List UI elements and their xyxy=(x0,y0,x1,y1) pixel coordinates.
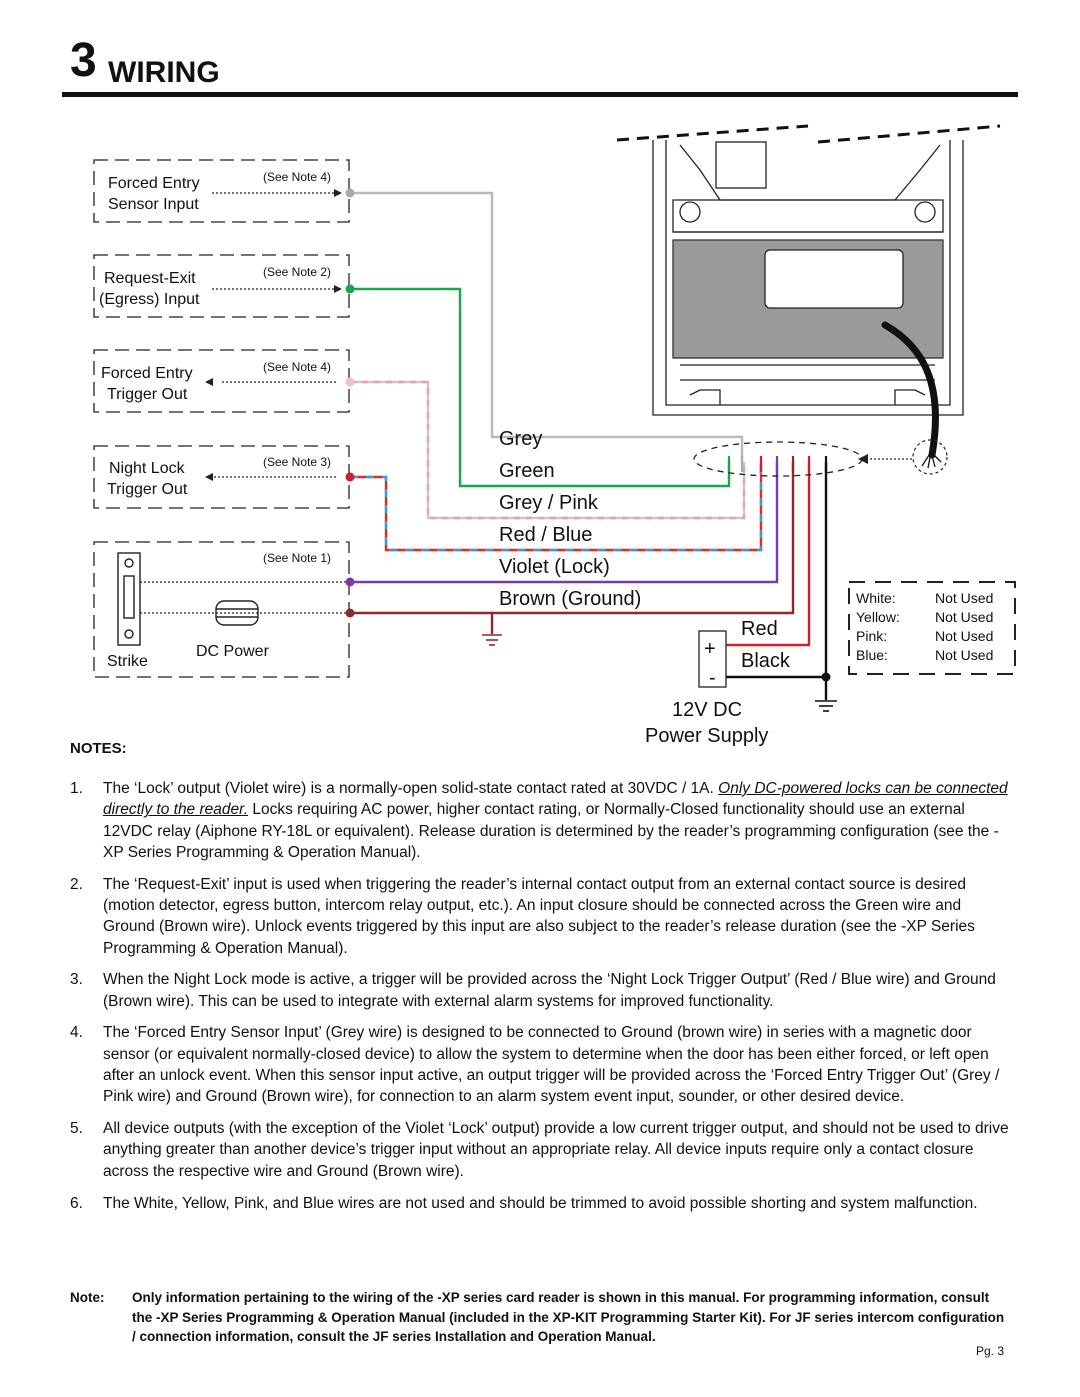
label-brown: Brown (Ground) xyxy=(499,588,642,610)
box3-note: (See Note 4) xyxy=(263,360,332,374)
unused-status-blue: Not Used xyxy=(935,647,994,663)
ground-icon xyxy=(482,635,502,645)
box4-line1: Night Lock xyxy=(109,460,185,477)
label-grey-pink: Grey / Pink xyxy=(499,492,598,514)
power-plus: + xyxy=(704,638,716,660)
section-title: WIRING xyxy=(108,56,220,89)
box4-line2: Trigger Out xyxy=(107,481,188,498)
box5-strike-label: Strike xyxy=(107,653,148,670)
power-black-label: Black xyxy=(741,650,790,672)
reader-device xyxy=(653,140,963,415)
footer-note-text: Only information pertaining to the wiring of the -XP series card reader is shown in this manual. For programming information, consult the -XP Series Programming & Operation Manual (included in the XP-KIT Programming Starter Kit). For JF series intercom configuration / connection information, consult the JF series Installation and Operation Manual. xyxy=(132,1290,1005,1344)
box1-line2: Sensor Input xyxy=(108,196,199,213)
box4-note: (See Note 3) xyxy=(263,455,332,469)
box2-line1: Request-Exit xyxy=(104,270,196,287)
page-number: Pg. 3 xyxy=(975,1344,1004,1358)
note-item: 2. The ‘Request-Exit’ input is used when triggering the reader’s internal contact output from an external contact source is desired (motion detector, egress button, intercom relay output, etc.). An input closure should be connected across the Green wire and Ground (Brown wire). Unlock events triggered by this input are also subject to the reader’s release duration (see the -XP Series Programming & Operation Manual). xyxy=(70,875,975,957)
ground-icon-power xyxy=(815,701,837,711)
power-minus: - xyxy=(709,667,716,689)
reader-top-dashes xyxy=(617,126,1000,142)
box3-line2: Trigger Out xyxy=(107,386,188,403)
notes-list xyxy=(70,778,1010,1224)
unused-wire-pink: Pink: xyxy=(856,628,888,644)
power-red-label: Red xyxy=(741,618,778,640)
box2-note: (See Note 2) xyxy=(263,265,332,279)
note-item: 3. When the Night Lock mode is active, a trigger will be provided across the ‘Night Lock Trigger Output’ (Red / Blue wire) and Ground (Brown wire). This can be used to integrate with external alarm systems for improved functionality. xyxy=(70,971,996,1010)
unused-status-yellow: Not Used xyxy=(935,609,994,625)
box3-line1: Forced Entry xyxy=(101,365,193,382)
power-title-1: 12V DC xyxy=(672,699,743,721)
note-item: 1. The ‘Lock’ output (Violet wire) is a normally-open solid-state contact rated at 30VDC / 1A. Only DC-powered locks can be connected directly to the reader. Locks requiring AC power, higher contact rating, or Normally-Closed functionality should use an external 12VDC relay (Aiphone RY-18L or equivalent). Release duration is determined by the reader’s programming configuration (see the -XP Series Programming & Operation Manual). xyxy=(70,780,1008,861)
box1-note: (See Note 4) xyxy=(263,170,332,184)
wire-green xyxy=(350,289,729,486)
note-item: 6. The White, Yellow, Pink, and Blue wires are not used and should be trimmed to avoid possible shorting and system malfunction. xyxy=(70,1194,978,1212)
box5-note: (See Note 1) xyxy=(263,551,332,565)
box1-line1: Forced Entry xyxy=(108,175,200,192)
unused-wire-blue: Blue: xyxy=(856,647,888,663)
label-red-blue: Red / Blue xyxy=(499,524,593,546)
unused-wire-yellow: Yellow: xyxy=(856,609,900,625)
power-title-2: Power Supply xyxy=(645,725,769,747)
box2-line2: (Egress) Input xyxy=(99,291,200,308)
box5-dcpower-label: DC Power xyxy=(196,643,269,660)
section-number: 3 xyxy=(70,34,97,87)
label-violet: Violet (Lock) xyxy=(499,556,610,578)
unused-status-white: Not Used xyxy=(935,590,994,606)
note-item: 5. All device outputs (with the exception of the Violet ‘Lock’ output) provide a low current trigger output, and should not be used to drive anything greater than another device’s trigger input without an appropriate relay. All device inputs require only a contact closure across the respective wire and Ground (Brown wire). xyxy=(70,1120,1009,1180)
notes-heading: NOTES: xyxy=(70,740,127,757)
label-grey: Grey xyxy=(499,428,543,450)
label-green: Green xyxy=(499,460,555,482)
unused-status-pink: Not Used xyxy=(935,628,994,644)
note-item: 4. The ‘Forced Entry Sensor Input’ (Grey wire) is designed to be connected to Ground (brown wire) in series with a magnetic door sensor (or equivalent normally-closed device) to allow the system to determine when the door has been either forced, or left open after an unlock event. When this sensor input active, an output trigger will be provided across the ‘Forced Entry Trigger Out’ (Grey / Pink wire) and Ground (Brown wire), for connection to an alarm system event input, sounder, or other desired device. xyxy=(70,1024,1000,1106)
strike-icon xyxy=(118,553,140,645)
unused-wire-white: White: xyxy=(856,590,896,606)
footer-note xyxy=(70,1288,1010,1347)
footer-note-label: Note: xyxy=(70,1290,105,1305)
